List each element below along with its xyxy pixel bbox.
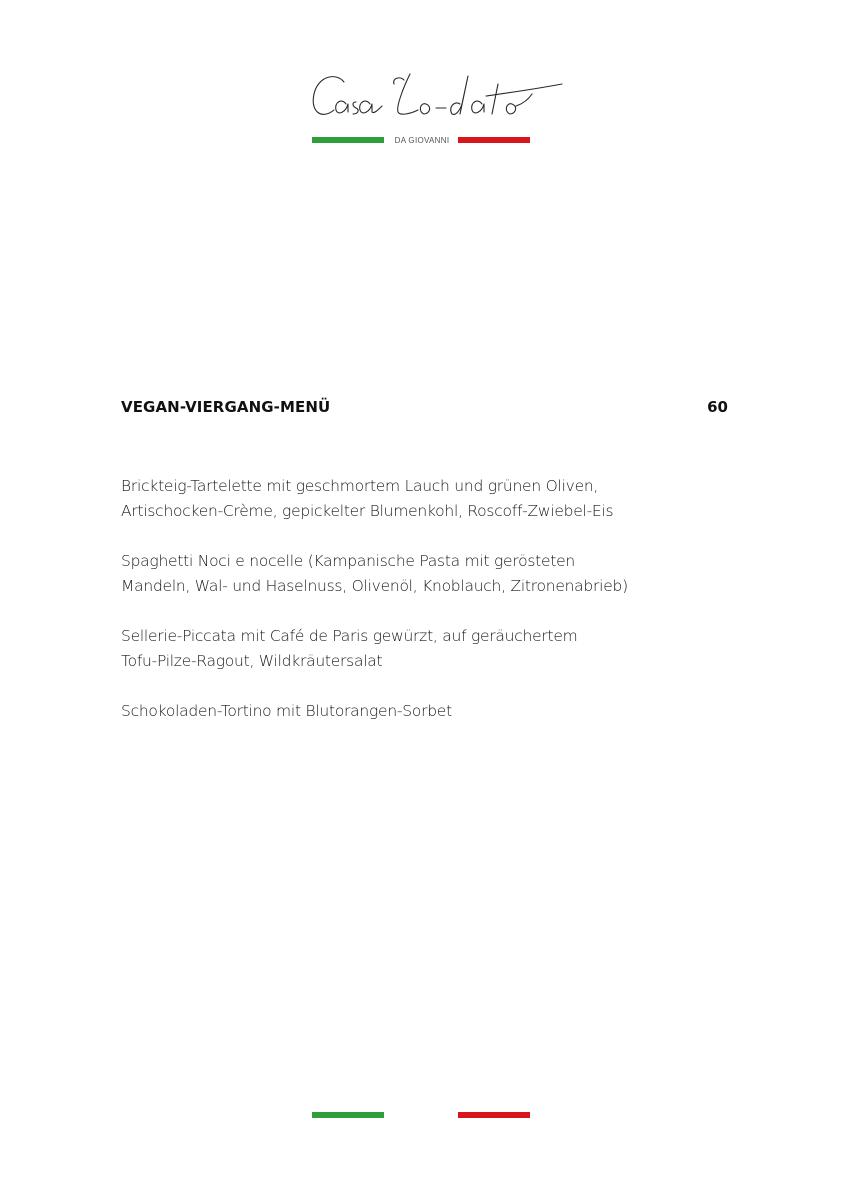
course-1-line-2: Artischocken-Crème, gepickelter Blumenkohl, Roscoff-Zwiebel-Eis: [121, 502, 614, 520]
bottom-green-stripe: [312, 1112, 384, 1118]
bottom-red-stripe: [458, 1112, 530, 1118]
course-4-line-1: Schokoladen-Tortino mit Blutorangen-Sorbet: [121, 702, 452, 720]
top-green-stripe: [312, 137, 384, 143]
course-3-line-2: Tofu-Pilze-Ragout, Wildkräutersalat: [121, 652, 383, 670]
course-item: [121, 549, 741, 599]
course-1-line-1: Brickteig-Tartelette mit geschmortem Lauch und grünen Oliven,: [121, 477, 599, 495]
course-item: [121, 474, 741, 524]
course-2-line-2: Mandeln, Wal- und Haselnuss, Olivenöl, Knoblauch, Zitronenabrieb): [121, 577, 628, 595]
course-list: [121, 474, 741, 749]
course-item: [121, 624, 741, 674]
course-item: [121, 699, 741, 724]
signature-logo-graphic: [300, 60, 570, 140]
brand-subtitle: DA GIOVANNI: [394, 136, 450, 145]
menu-price: 60: [707, 398, 728, 416]
menu-header: [121, 398, 728, 420]
top-red-stripe: [458, 137, 530, 143]
menu-title: VEGAN-VIERGANG-MENÜ: [121, 398, 331, 416]
course-2-line-1: Spaghetti Noci e nocelle (Kampanische Pasta mit gerösteten: [121, 552, 575, 570]
course-3-line-1: Sellerie-Piccata mit Café de Paris gewürzt, auf geräuchertem: [121, 627, 578, 645]
